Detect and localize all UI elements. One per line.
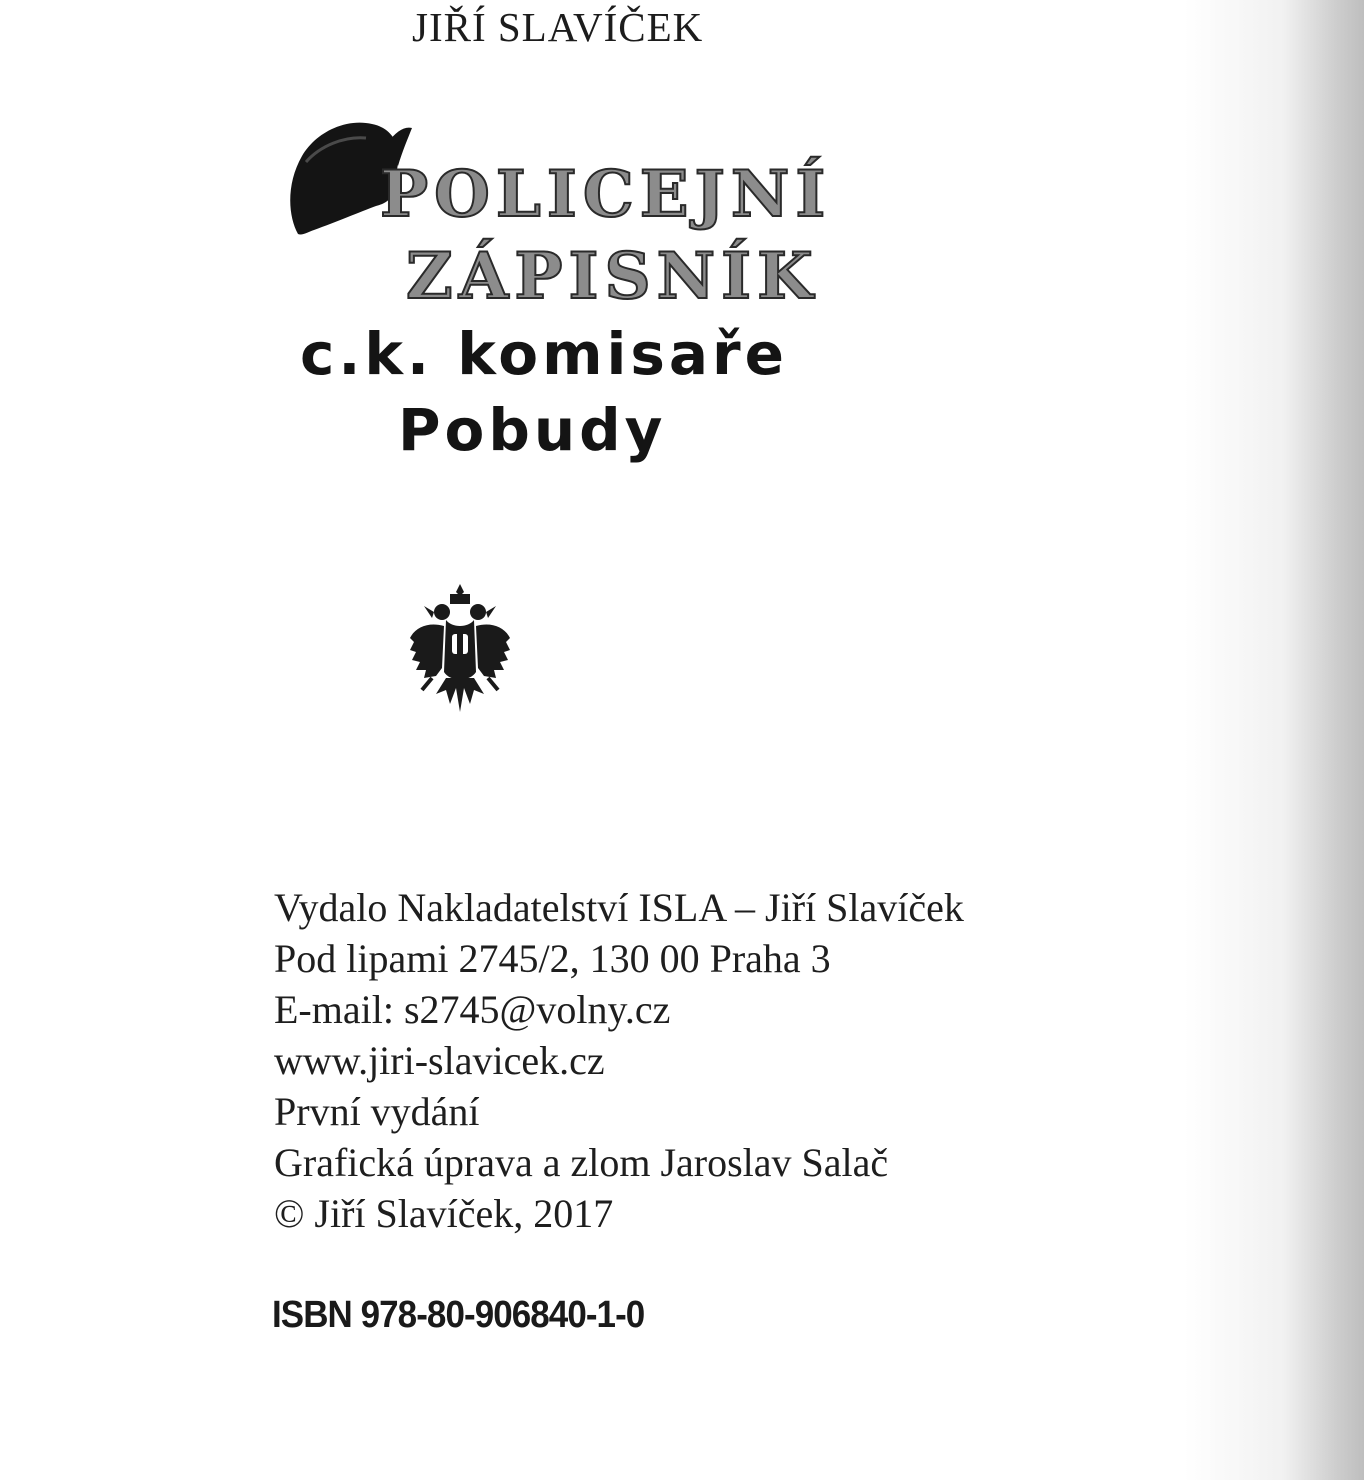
subtitle-line-1: c.k. komisaře: [300, 320, 788, 388]
edition-line: První vydání: [274, 1089, 480, 1134]
email-line: E-mail: s2745@volny.cz: [274, 987, 671, 1032]
author-name: JIŘÍ SLAVÍČEK: [412, 4, 704, 50]
title-line-2: ZÁPISNÍK: [406, 239, 819, 314]
subtitle-line-2: Pobudy: [398, 396, 667, 464]
publisher-line: Vydalo Nakladatelství ISLA – Jiří Slavíček: [274, 885, 964, 930]
page-edge-shadow: [1184, 0, 1364, 1480]
isbn: ISBN 978-80-906840-1-0: [272, 1294, 645, 1336]
copyright-line: © Jiří Slavíček, 2017: [274, 1191, 614, 1236]
website-line: www.jiri-slavicek.cz: [274, 1038, 605, 1083]
design-credit-line: Grafická úprava a zlom Jaroslav Salač: [274, 1140, 889, 1185]
imprint-block: [274, 882, 964, 1239]
address-line: Pod lipami 2745/2, 130 00 Praha 3: [274, 936, 831, 981]
title-line-1: POLICEJNÍ: [380, 157, 832, 232]
double-headed-eagle-icon: [406, 582, 514, 714]
